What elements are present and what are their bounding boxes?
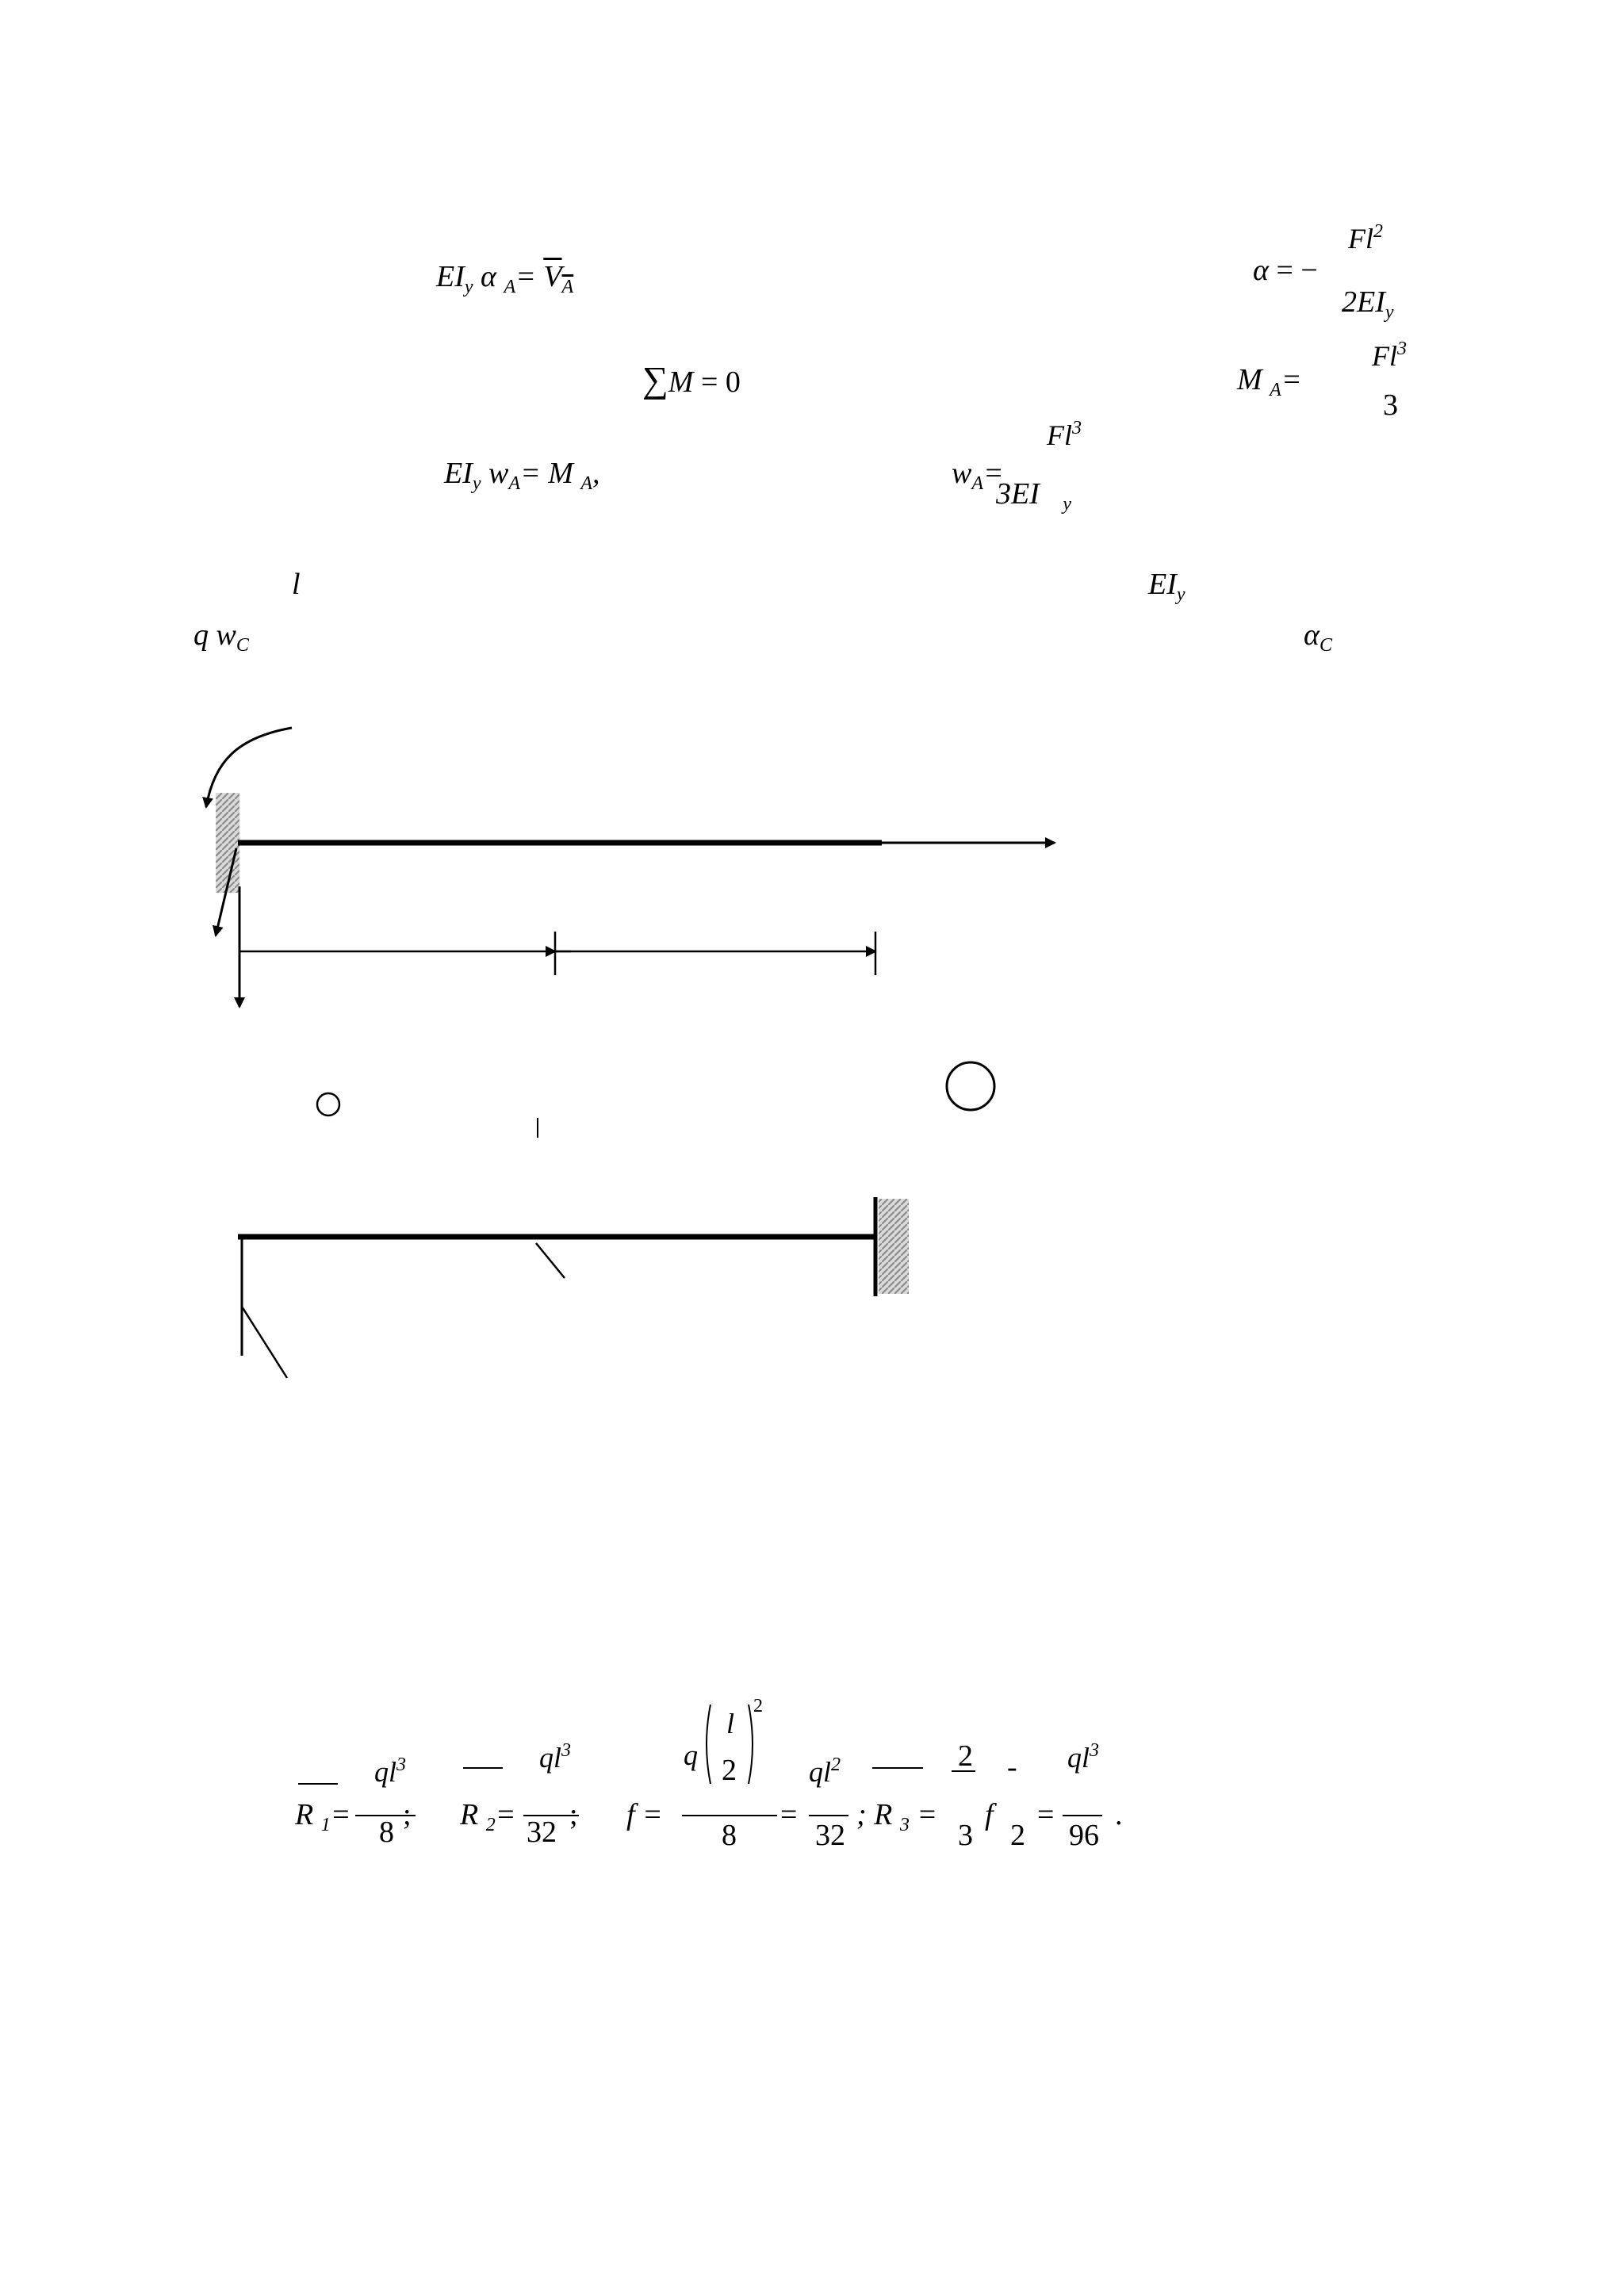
moment-formula-den: 3 — [1383, 388, 1398, 422]
minus-circle — [317, 1093, 339, 1115]
problem-stiffness: $EI_y$ — [1148, 568, 1185, 605]
formula-r3-half: 2 — [1010, 1819, 1025, 1852]
problem-line2-end: $\alpha_C$ — [1304, 618, 1332, 656]
formula-f-den2: 32 — [815, 1819, 845, 1852]
right-wall-support — [879, 1199, 909, 1294]
moment-formula-num: Fl$^3$ — [1372, 339, 1407, 372]
formula-f-num2: $ql^2$ — [809, 1755, 841, 1788]
slope-formula-den: $2EI_y$ — [1342, 285, 1394, 323]
formula-r3-num: $ql^3$ — [1067, 1740, 1100, 1774]
formula-r3-three: 3 — [958, 1819, 973, 1852]
formula-f-two: 2 — [722, 1754, 737, 1787]
equilibrium-formula: ∑M = 0 — [642, 359, 741, 400]
formula-r3-f: f — [985, 1798, 994, 1831]
paragraph-1 — [193, 1524, 1549, 1562]
formula-r2-sep: ; — [569, 1798, 578, 1831]
formula-f-eq: = — [780, 1798, 798, 1831]
problem-line2: q $w_C$ — [193, 618, 249, 656]
formula-r2-num: $ql^3$ — [539, 1740, 572, 1774]
formula-r3-eq: = — [1037, 1798, 1055, 1831]
deflection-den: 3EI $_y$ — [996, 477, 1072, 515]
formula-f-exp: 2 — [753, 1696, 763, 1716]
slope-formula-lhs: α = − — [1253, 254, 1318, 287]
left-wall-support — [216, 793, 239, 893]
formula-r2-den: 32 — [527, 1816, 557, 1849]
formula-r2: R $_2$= — [460, 1798, 516, 1835]
formula-r3-den: 96 — [1069, 1819, 1099, 1852]
formula-f-q: q — [684, 1739, 698, 1771]
moment-formula-lhs: M $_A$= — [1237, 363, 1302, 400]
fict-leader-left — [242, 1307, 287, 1378]
formula-f-l: l — [726, 1708, 735, 1739]
formula-r3-two: 2 — [958, 1739, 973, 1773]
moment-symbol-circle — [947, 1062, 994, 1110]
formula-r3-dash: - — [1007, 1751, 1017, 1784]
problem-line1: l — [292, 568, 301, 601]
deflection-lhs: $w_A=$ — [952, 457, 1004, 494]
intro-formula-1: $EI_y$ α $_A= V_A$ — [436, 260, 574, 297]
fict-leader-mid — [536, 1243, 565, 1278]
formula-r1-den: 8 — [379, 1816, 394, 1849]
formula-period: . — [1115, 1798, 1123, 1831]
formula-r1-num: $ql^3$ — [374, 1755, 407, 1788]
paragraph-2 — [193, 1638, 1549, 1676]
slope-formula-num: Fl$^2$ — [1348, 221, 1383, 254]
formula-r1: R $_1$= — [295, 1798, 351, 1835]
deflection-num: Fl$^3$ — [1047, 418, 1082, 451]
formula-r3: ; R $_3$ = — [856, 1798, 938, 1835]
formula-r1-sep: ; — [403, 1798, 412, 1831]
formula-f: f = — [626, 1798, 663, 1831]
deflection-relation: $EI_y$ $w_A= M$ $_A$, — [444, 457, 600, 494]
formula-f-den: 8 — [722, 1819, 737, 1852]
